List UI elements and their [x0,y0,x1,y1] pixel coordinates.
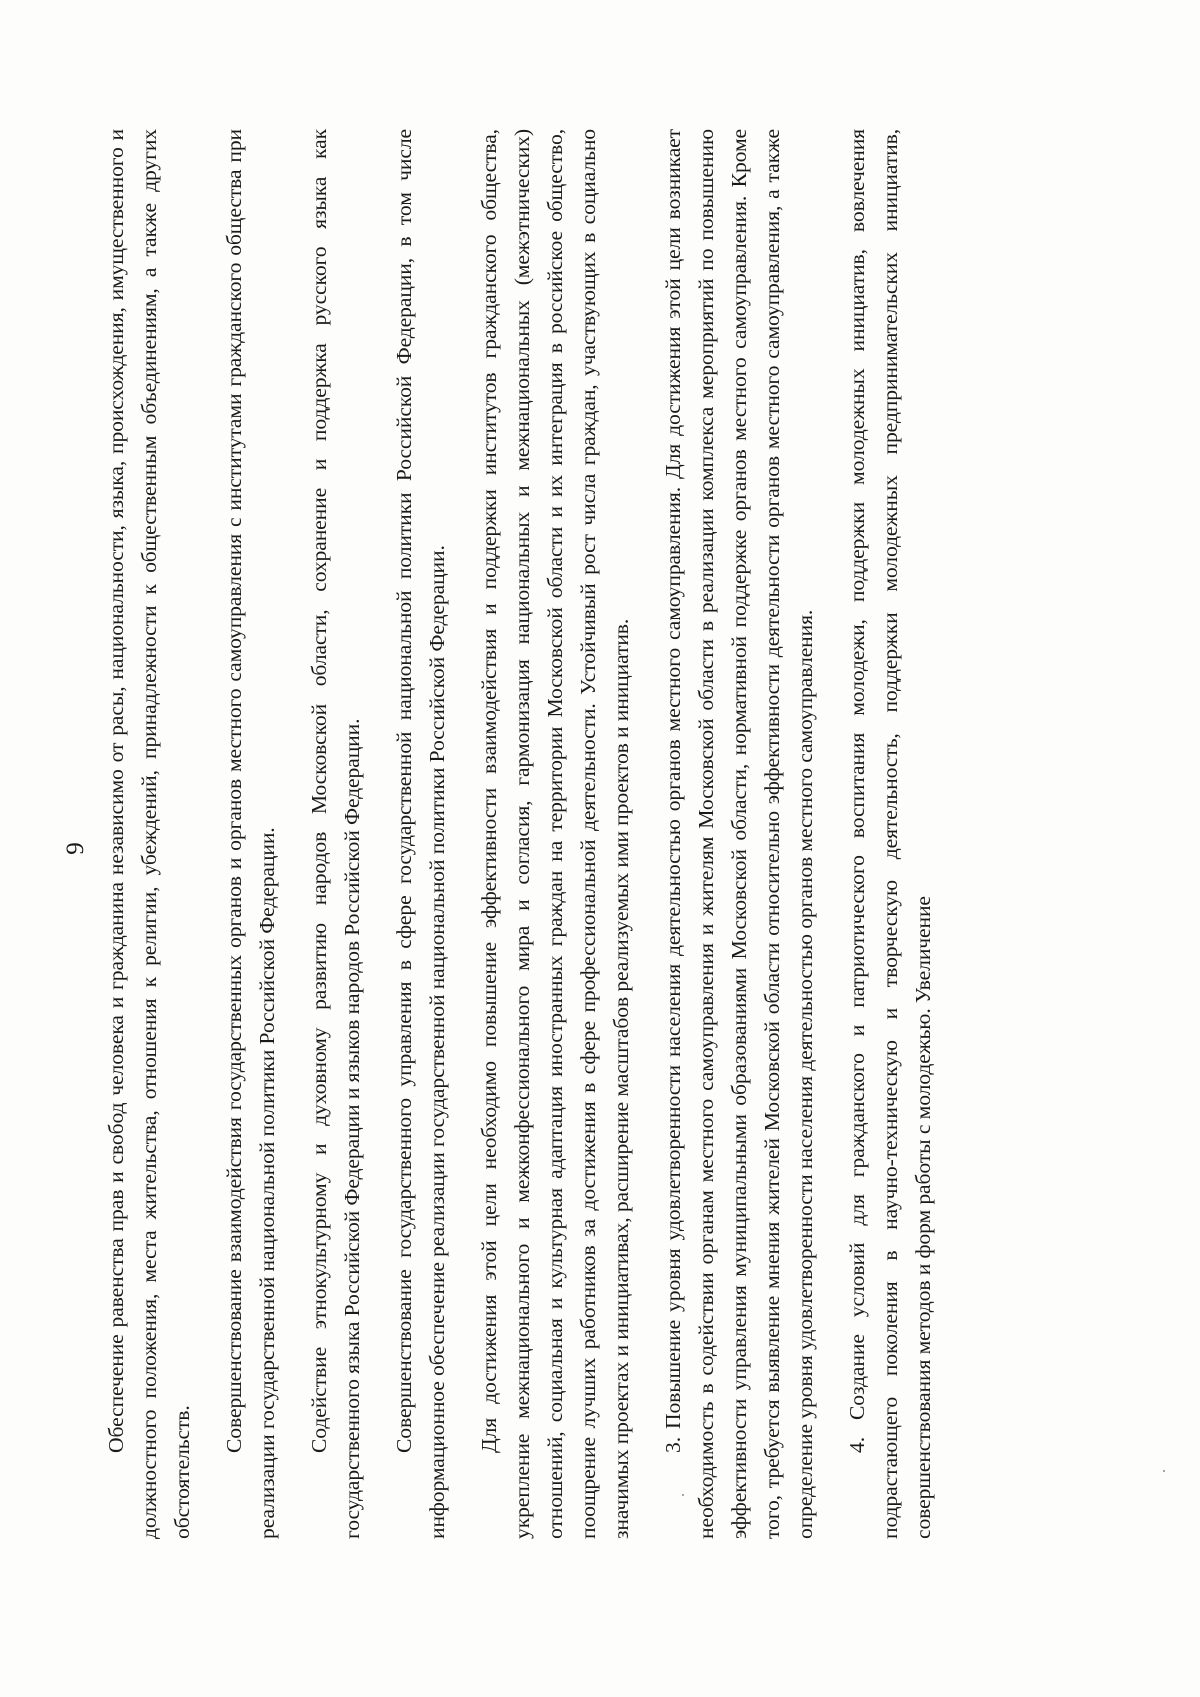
paragraph-ethnocultural-development: Содействие этнокультурному и духовному развитию народов Московской области, сохранение и поддержка русского языка как государственного языка Российской Федерации и языков народов Российской Федерации. [307,129,364,1539]
page-number: 9 [62,842,89,855]
paragraph-local-self-government: 3. Повышение уровня удовлетворенности населения деятельностью органов местного самоуправления. Для достижения этой цели возникает необходимость в содействии органам местного самоуправления и жителям Московской области в реализации комплекса мероприятий по повышению эффективности управления муниципальными образованиями Московской области, нормативной поддержке органов местного самоуправления. Кроме того, требуется выявление мнения жителей Московской области относительно эффективности деятельности органов местного самоуправления, а также определение уровня удовлетворенности населения деятельностью органов местного самоуправления. [661,129,817,1539]
scan-speck [1163,1470,1165,1472]
paragraph-equality-of-rights: Обеспечение равенства прав и свобод человека и гражданина независимо от расы, национальности, языка, происхождения, имущественного и должностного положения, места жительства, отношения к религии, убеждений, принадлежности к общественным объединениям, а также других обстоятельств. [104,129,194,1539]
scan-speck [682,1494,684,1496]
document-body [100,129,940,1539]
paragraph-youth-education: 4. Создание условий для гражданского и патриотического воспитания молодежи, поддержки молодежных инициатив, вовлечения подрастающего поколения в научно-техническую и творческую деятельность, поддержки молодежных предпринимательских инициатив, совершенствования методов и форм работы с молодежью. Увеличение [845,129,935,1539]
paragraph-civil-society-interaction: Совершенствование взаимодействия государственных органов и органов местного самоуправления с институтами гражданского общества при реализации государственной национальной политики Российской Федерации. [222,129,279,1539]
paragraph-goal-achievement: Для достижения этой цели необходимо повышение эффективности взаимодействия и поддержки институтов гражданского общества, укрепление межнационального и межконфессионального мира и согласия, гармонизация национальных и межнациональных (межэтнических) отношений, социальная и культурная адаптация иностранных граждан на территории Московской области и их интеграция в российское общество, поощрение лучших работников за достижения в сфере профессиональной деятельности. Устойчивый рост числа граждан, участвующих в социально значимых проектах и инициативах, расширение масштабов реализуемых ими проектов и инициатив. [477,129,633,1539]
paragraph-state-governance: Совершенствование государственного управления в сфере государственной национальной политики Российской Федерации, в том числе информационное обеспечение реализации государственной национальной политики Российской Федерации. [392,129,449,1539]
